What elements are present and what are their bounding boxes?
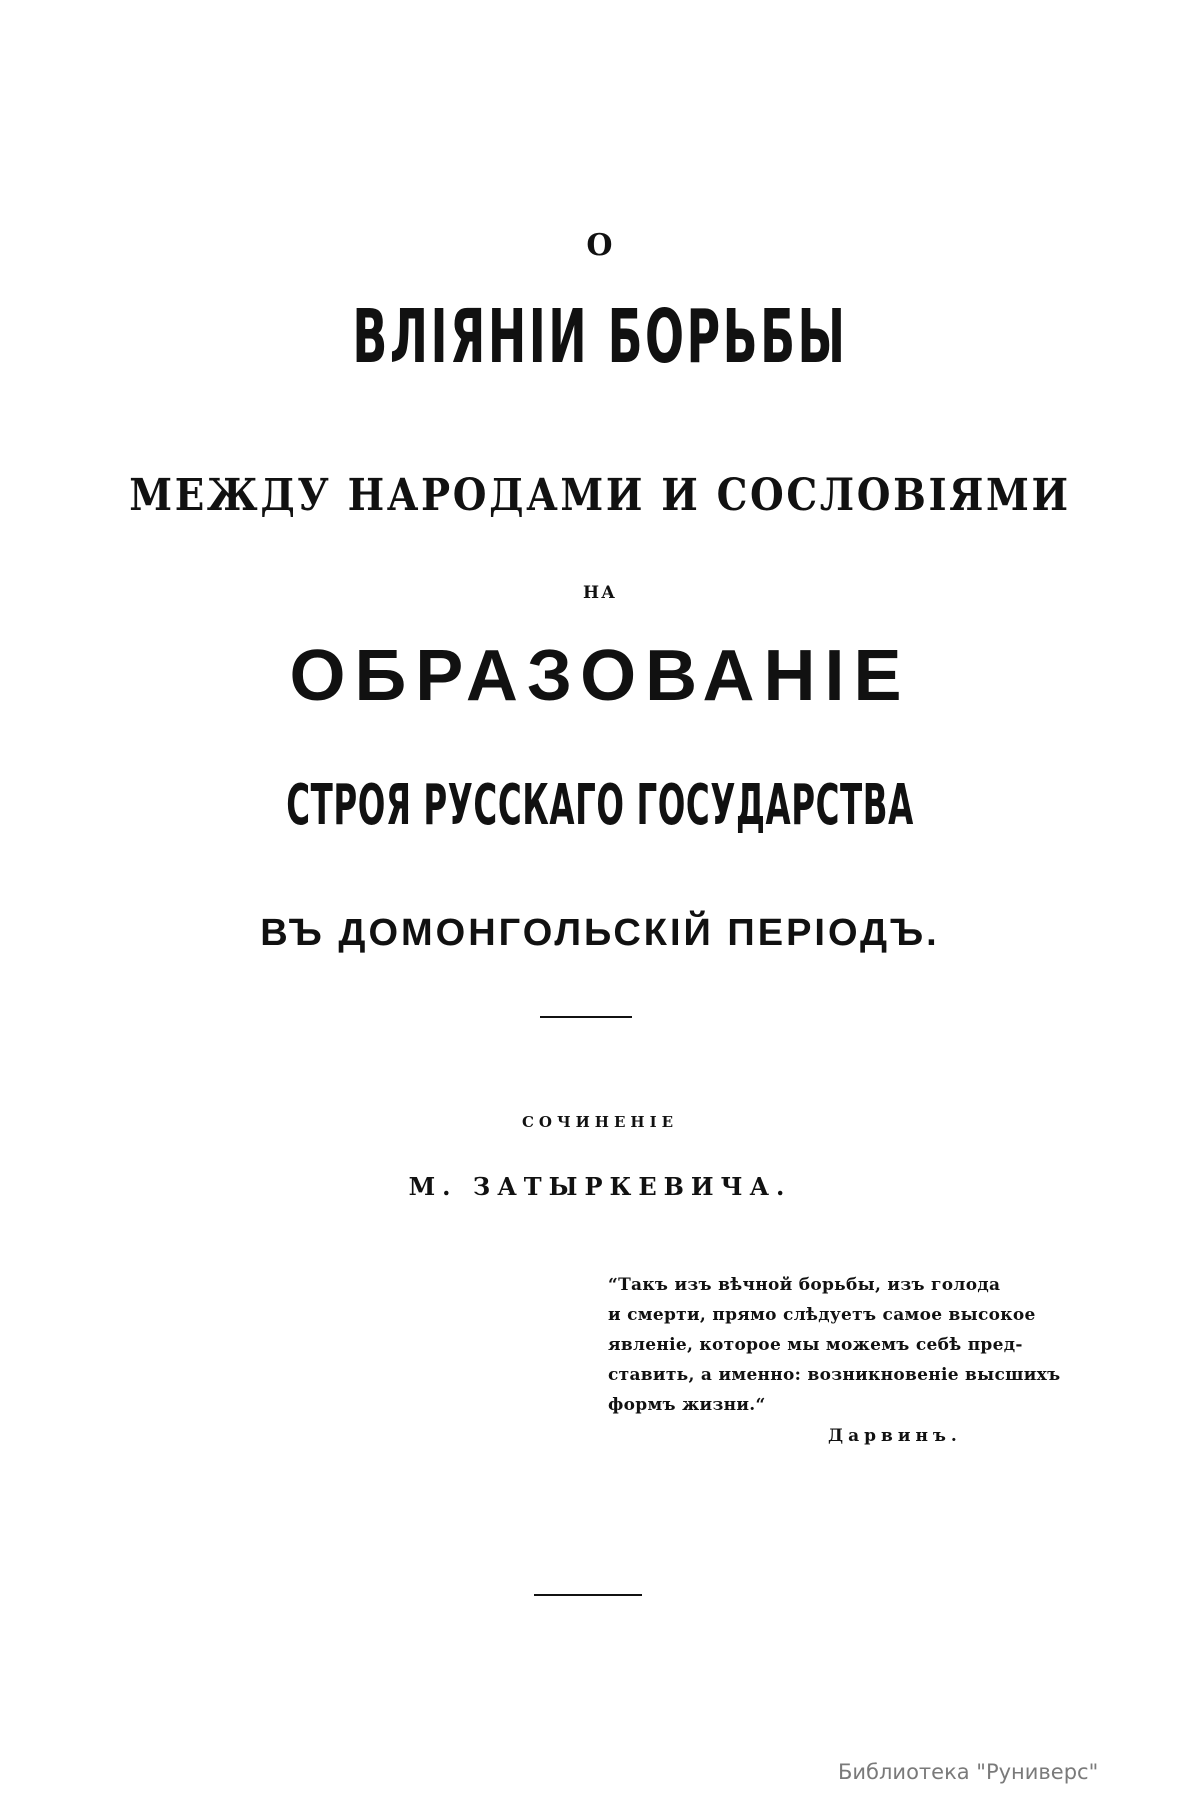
divider-rule-bottom xyxy=(534,1594,642,1596)
epigraph-line: ставить, а именно: возникновеніе высшихъ xyxy=(608,1365,1061,1385)
main-title: ВЛІЯНІИ БОРЬБЫ xyxy=(352,294,848,380)
divider-rule-top xyxy=(540,1016,632,1018)
epigraph-line: и смерти, прямо слѣдуетъ самое высокое xyxy=(608,1305,1036,1325)
big-title-formation: ОБРАЗОВАНІЕ xyxy=(289,636,911,716)
epigraph-author: Дарвинъ. xyxy=(828,1426,962,1446)
epigraph-line: формъ жизни.“ xyxy=(608,1395,766,1415)
author-label: СОЧИНЕНІЕ xyxy=(521,1113,679,1131)
subtitle-russian-state: СТРОЯ РУССКАГО ГОСУДАРСТВА xyxy=(286,773,914,838)
title-preposition: О xyxy=(586,228,614,263)
epigraph-quote xyxy=(608,1270,1088,1420)
library-watermark: Библиотека "Руниверс" xyxy=(838,1760,1099,1784)
subtitle-between-peoples: МЕЖДУ НАРОДАМИ И СОСЛОВІЯМИ xyxy=(129,470,1071,521)
epigraph-line: “Такъ изъ вѣчной борьбы, изъ голода xyxy=(608,1275,1001,1295)
epigraph-line: явленіе, которое мы можемъ себѣ пред- xyxy=(608,1335,1023,1355)
author-name: М. ЗАТЫРКЕВИЧА. xyxy=(408,1172,792,1201)
title-connector: НА xyxy=(583,583,617,603)
subtitle-pre-mongol-period: ВЪ ДОМОНГОЛЬСКІЙ ПЕРІОДЪ. xyxy=(260,912,940,954)
